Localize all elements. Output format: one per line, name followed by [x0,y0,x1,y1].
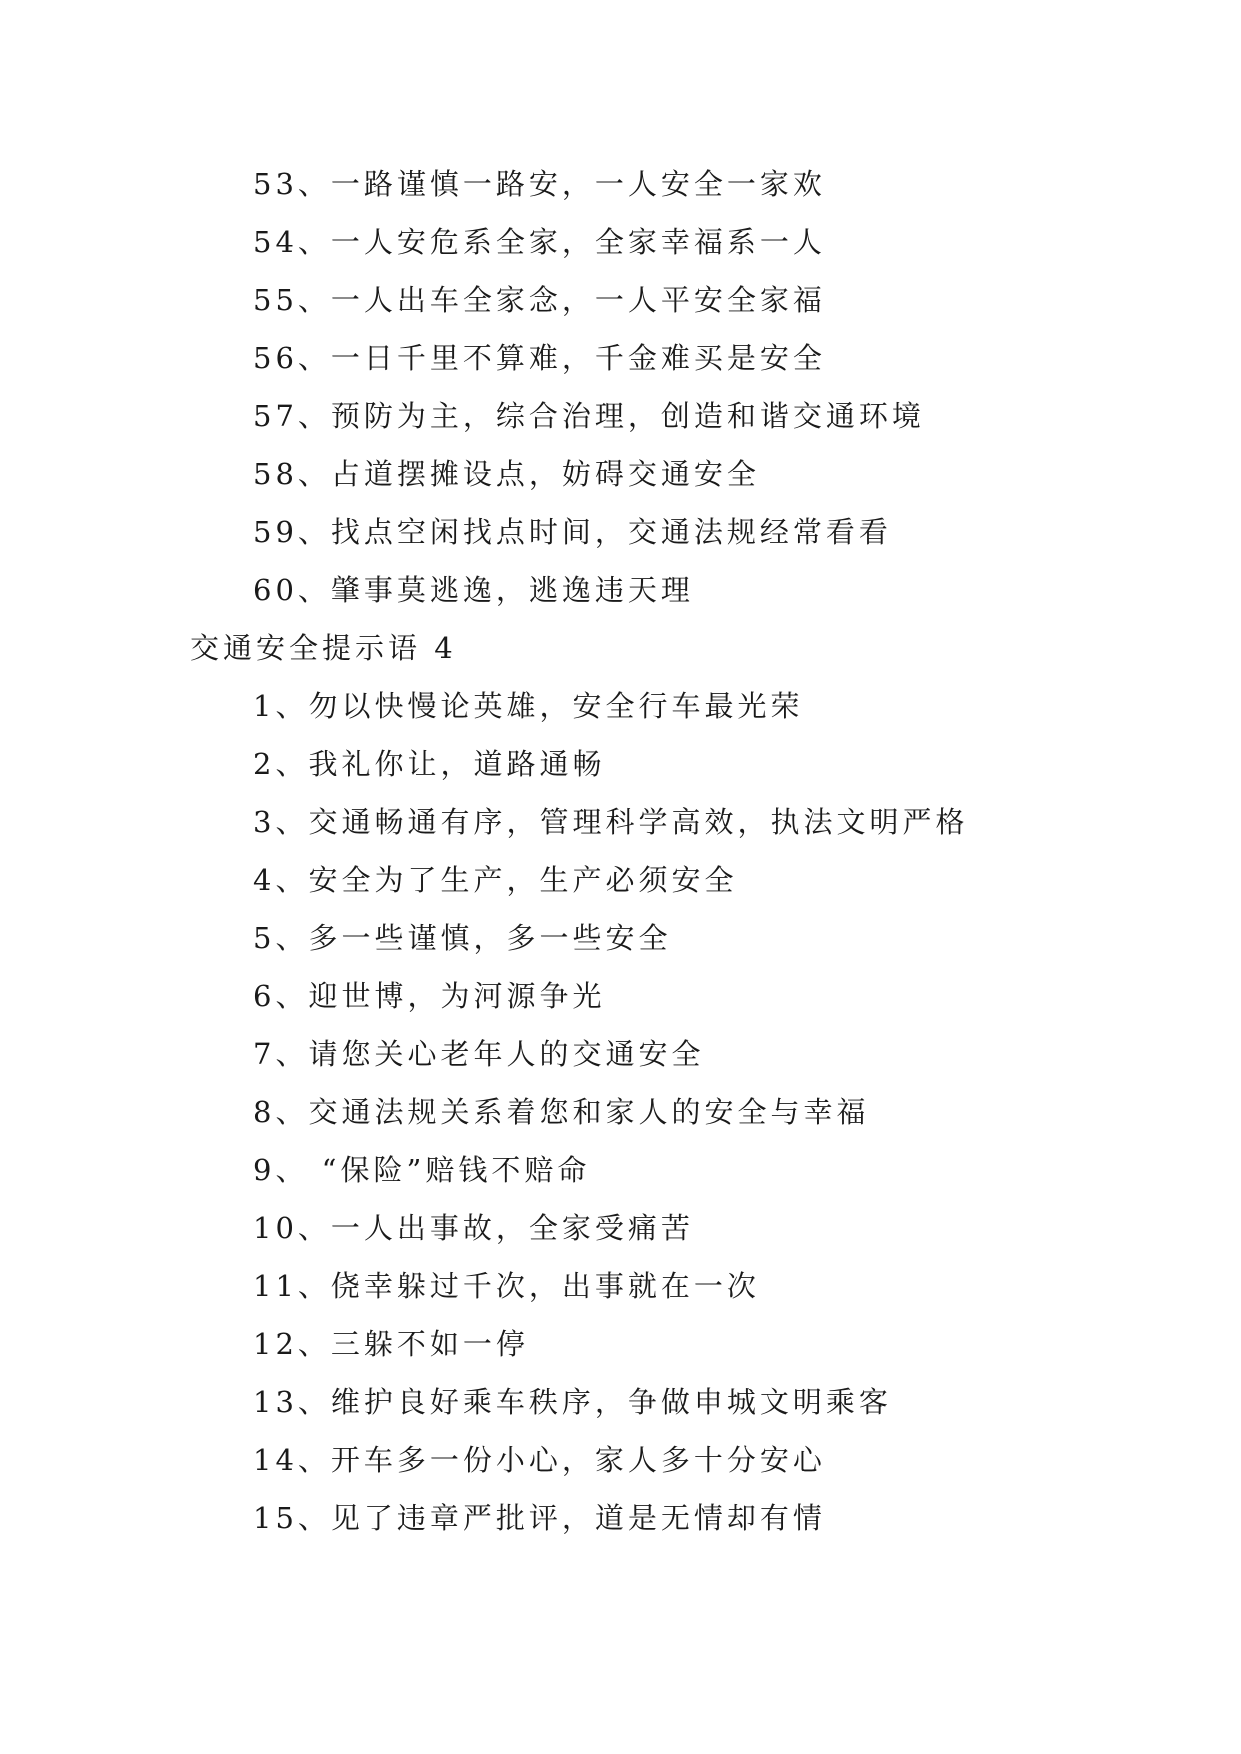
list-item: 6、迎世博，为河源争光 [253,979,606,1013]
list-item: 5、多一些谨慎，多一些安全 [253,921,672,955]
list-item: 2、我礼你让，道路通畅 [253,747,606,781]
list-item: 13、维护良好乘车秩序，争做申城文明乘客 [253,1385,892,1419]
list-item: 54、一人安危系全家，全家幸福系一人 [253,225,826,259]
list-item: 55、一人出车全家念，一人平安全家福 [253,283,826,317]
list-item: 7、请您关心老年人的交通安全 [253,1037,705,1071]
list-item: 15、见了违章严批评，道是无情却有情 [253,1501,826,1535]
list-item: 9、 “保险”赔钱不赔命 [253,1153,591,1187]
list-item: 60、肇事莫逃逸，逃逸违天理 [253,573,694,607]
list-item: 3、交通畅通有序，管理科学高效，执法文明严格 [253,805,969,839]
list-item: 12、三躲不如一停 [253,1327,529,1361]
list-item: 1、勿以快慢论英雄，安全行车最光荣 [253,689,804,723]
list-item: 14、开车多一份小心，家人多十分安心 [253,1443,826,1477]
section-heading: 交通安全提示语 4 [190,631,457,665]
list-item: 53、一路谨慎一路安，一人安全一家欢 [253,167,826,201]
list-item: 58、占道摆摊设点，妨碍交通安全 [253,457,760,491]
list-item: 10、一人出事故，全家受痛苦 [253,1211,694,1245]
list-item: 8、交通法规关系着您和家人的安全与幸福 [253,1095,870,1129]
list-item: 59、找点空闲找点时间，交通法规经常看看 [253,515,892,549]
list-item: 4、安全为了生产，生产必须安全 [253,863,738,897]
list-item: 56、一日千里不算难，千金难买是安全 [253,341,826,375]
list-item: 57、预防为主，综合治理，创造和谐交通环境 [253,399,925,433]
list-item: 11、侥幸躲过千次，出事就在一次 [253,1269,760,1303]
